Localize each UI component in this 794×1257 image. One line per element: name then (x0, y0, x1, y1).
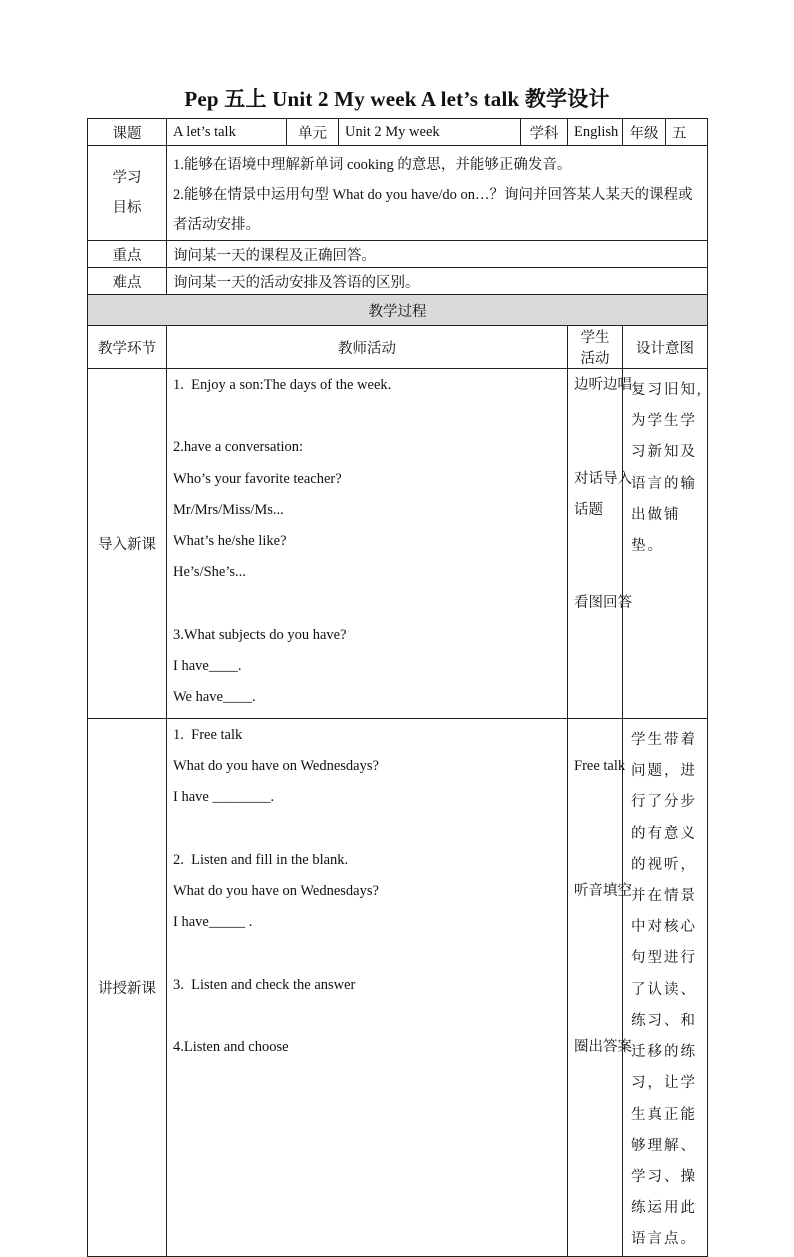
process-header: 教学过程 (88, 295, 708, 326)
grade-label: 年级 (623, 119, 666, 146)
student-line: 边听边唱 (574, 377, 632, 393)
student-line: 对话导入 (574, 470, 632, 487)
student-line (574, 531, 616, 562)
goal-item-1: 1.能够在语境中理解新单词 cooking 的意思，并能够正确发音。 (173, 157, 572, 173)
key-point-text: 询问某一天的课程及正确回答。 (167, 241, 708, 268)
subject-value: English (568, 119, 623, 146)
teacher-line: We have____. (173, 688, 256, 705)
teacher-line: 3.What subjects do you have? (173, 626, 347, 643)
col-design: 设计意图 (623, 326, 708, 369)
teacher-line (173, 819, 561, 850)
info-row (88, 119, 708, 146)
teacher-line: Who’s your favorite teacher? (173, 470, 342, 487)
section-new-stage: 讲授新课 (88, 719, 167, 1256)
goal-item-2: 2.能够在情景中运用句型 What do you have/do on…？询问并回答某人某天的课程或者活动安排。 (173, 187, 693, 233)
column-header-row (88, 326, 708, 369)
student-line (574, 725, 616, 756)
teacher-line: I have____. (173, 657, 242, 674)
teacher-line: Mr/Mrs/Miss/Ms... (173, 501, 284, 518)
key-point-label: 重点 (88, 241, 167, 268)
student-line (574, 625, 616, 656)
difficulty-text: 询问某一天的活动安排及答语的区别。 (167, 268, 708, 295)
student-line (574, 943, 616, 974)
section-new-row (88, 719, 708, 1256)
student-line (574, 912, 616, 943)
student-line (574, 687, 616, 718)
teacher-line (173, 943, 561, 974)
student-line: 看图回答 (574, 595, 632, 612)
section-new-student (568, 719, 632, 1256)
topic-value: A let’s talk (167, 119, 287, 146)
lesson-plan-table (87, 118, 708, 1257)
teacher-line: 4.Listen and choose (173, 1038, 289, 1055)
student-line (574, 406, 616, 437)
teacher-line: What do you have on Wednesdays? (173, 883, 379, 899)
section-intro-teacher (167, 369, 568, 719)
goals-content (167, 146, 708, 241)
difficulty-row (88, 268, 708, 295)
teacher-line: 2. Listen and fill in the blank. (173, 851, 349, 868)
grade-value: 五 (666, 119, 708, 146)
goals-label-line1: 学习 (112, 170, 142, 186)
teacher-line: 2.have a conversation: (173, 439, 304, 456)
unit-label: 单元 (287, 119, 339, 146)
col-student: 学生活动 (568, 326, 623, 369)
teacher-line (173, 1006, 561, 1037)
student-line (574, 656, 616, 687)
teacher-line (173, 406, 561, 437)
col-stage: 教学环节 (88, 326, 167, 369)
student-line (574, 975, 616, 1006)
section-intro-student (568, 369, 632, 719)
key-point-row (88, 241, 708, 268)
topic-label: 课题 (88, 119, 167, 146)
student-line: 圈出答案 (574, 1038, 632, 1055)
goals-row (88, 146, 708, 241)
student-line (574, 1006, 616, 1037)
goals-label (88, 146, 167, 241)
col-teacher: 教师活动 (167, 326, 568, 369)
teacher-line: 1. Free talk (173, 727, 243, 744)
teacher-line: He’s/She’s... (173, 564, 246, 581)
page-title: Pep 五上 Unit 2 My week A let’s talk 教学设计 (184, 87, 610, 111)
section-new-teacher (167, 719, 568, 1256)
section-intro-row (88, 369, 708, 719)
teacher-line: I have ________. (173, 789, 275, 806)
student-line (574, 787, 616, 818)
goals-label-line2: 目标 (112, 200, 142, 216)
teacher-line (173, 593, 561, 624)
teacher-line: What’s he/she like? (173, 532, 287, 549)
student-line: 听音填空 (574, 883, 632, 899)
student-line: 话题 (574, 501, 603, 518)
unit-value: Unit 2 My week (339, 119, 521, 146)
student-line (574, 562, 616, 593)
student-line: Free talk (574, 758, 626, 775)
teacher-line: I have_____ . (173, 914, 253, 931)
student-line (574, 850, 616, 881)
section-new-design: 学生带着问题，进行了分步的有意义的视听，并在情景中对核心句型进行了认读、练习、和迁移的练习，让学生真正能够理解、学习、操练运用此语言点。 (623, 719, 708, 1256)
teacher-line: What do you have on Wednesdays? (173, 758, 379, 775)
teacher-line: 1. Enjoy a son:The days of the week. (173, 377, 392, 393)
difficulty-label: 难点 (88, 268, 167, 295)
section-intro-stage: 导入新课 (88, 369, 167, 719)
subject-label: 学科 (521, 119, 568, 146)
section-intro-design: 复习旧知,为学生学习新知及语言的输出做铺垫。 (623, 369, 708, 719)
student-line (574, 819, 616, 850)
student-line (574, 437, 616, 468)
process-header-row (88, 295, 708, 326)
teacher-line: 3. Listen and check the answer (173, 976, 356, 993)
